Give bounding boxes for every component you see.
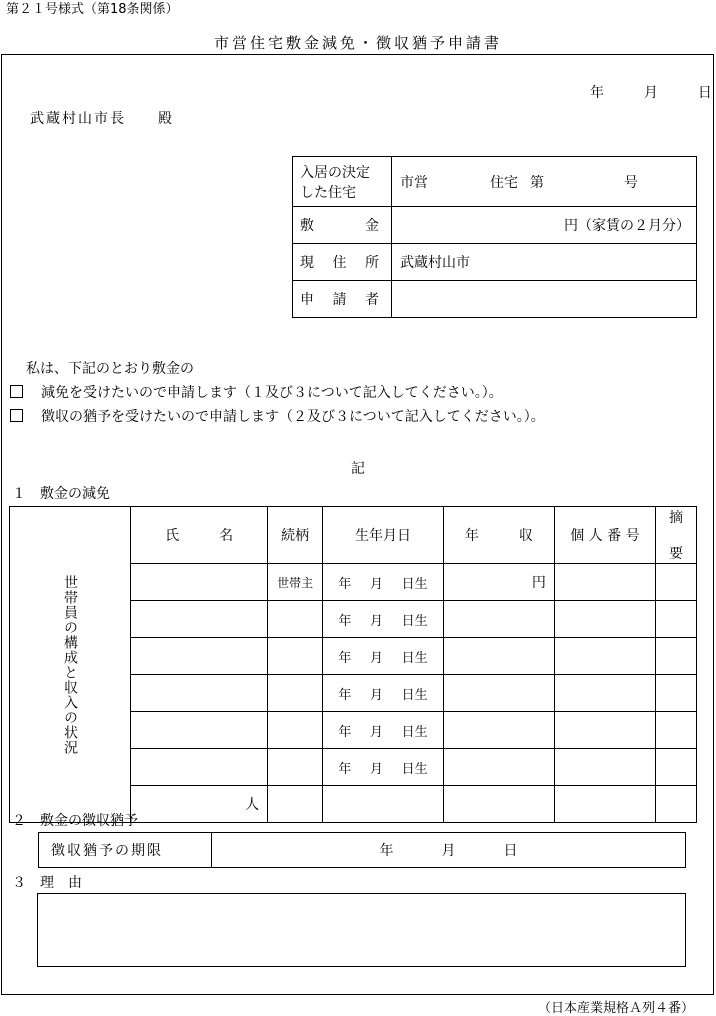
date-month: 月: [643, 85, 659, 101]
form-number: 第２１号様式（第18条関係）: [6, 2, 179, 17]
deposit-value[interactable]: 円（家賃の２月分）: [392, 207, 697, 244]
address-value[interactable]: 武蔵村山市: [392, 244, 697, 281]
deferral-checkbox[interactable]: [10, 409, 23, 422]
housing-value[interactable]: 市営 住宅 第 号: [392, 157, 697, 207]
household-row: 年 月 日生: [10, 675, 697, 712]
header-dob: 生年月日: [323, 507, 444, 564]
date-day: 日: [697, 85, 713, 101]
header-relation: 続柄: [268, 507, 323, 564]
housing-label: 入居の決定 した住宅: [293, 157, 392, 207]
section-1-heading: １ 敷金の減免: [12, 486, 110, 502]
date-line: [590, 82, 713, 102]
household-row: 年 月 日生: [10, 638, 697, 675]
deposit-label: 敷 金: [293, 207, 392, 244]
applicant-table: [292, 156, 697, 318]
exemption-checkbox[interactable]: [10, 385, 23, 398]
section-3-heading: ３ 理 由: [12, 875, 82, 891]
option-exemption[interactable]: 減免を受けたいので申請します（１及び３について記入してください。）。: [10, 382, 503, 402]
deferral-date[interactable]: 年 月 日: [212, 833, 686, 868]
ki-heading: 記: [351, 461, 365, 477]
applicant-label: 申 請 者: [293, 281, 392, 318]
section-2-heading: ２ 敷金の徴収猶予: [12, 813, 138, 829]
deferral-table: [38, 832, 686, 868]
declaration: 私は、下記のとおり敷金の: [26, 361, 194, 377]
document-title: 市営住宅敷金減免・徴収猶予申請書: [213, 34, 502, 52]
household-side-label: 世帯員の構成と収入の状況: [10, 507, 131, 823]
household-row: 年 月 日生: [10, 749, 697, 786]
deferral-label: 徴収猶予の期限: [39, 833, 212, 868]
address-label: 現 住 所: [293, 244, 392, 281]
header-income: 年 収: [443, 507, 554, 564]
applicant-value[interactable]: [392, 281, 697, 318]
option-deferral[interactable]: 徴収の猶予を受けたいので申請します（２及び３について記入してください。）。: [10, 406, 545, 426]
date-year: 年: [590, 85, 605, 101]
header-name: 氏 名: [131, 507, 268, 564]
member-count[interactable]: 人: [131, 786, 268, 823]
header-id-number: 個 人 番 号: [554, 507, 655, 564]
header-remarks: 摘要: [656, 507, 697, 564]
household-row: 年 月 日生: [10, 601, 697, 638]
household-row: 世帯主 年 月 日生 円: [10, 564, 697, 601]
reason-field[interactable]: [37, 893, 686, 967]
household-table: [9, 506, 697, 823]
paper-size-note: （日本産業規格Ａ列４番）: [537, 1001, 694, 1016]
addressee: 武蔵村山市長 殿: [30, 111, 174, 127]
household-row: 年 月 日生: [10, 712, 697, 749]
